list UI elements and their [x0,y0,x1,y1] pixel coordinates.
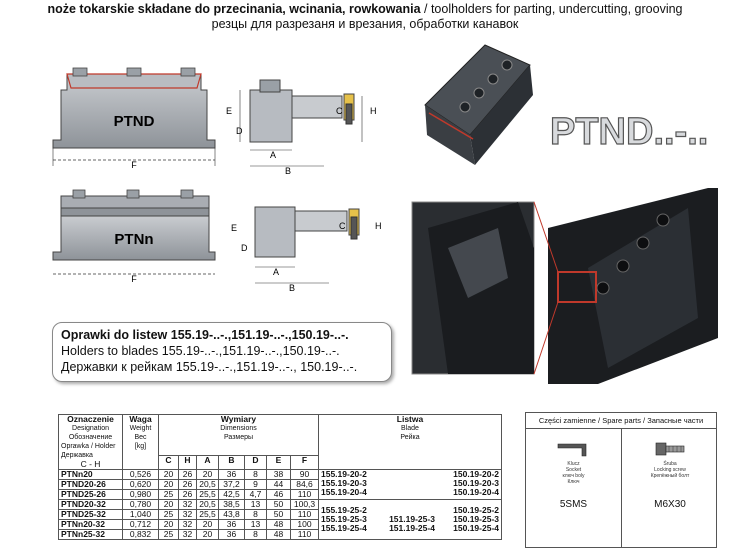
blade-code: 150.19-20-3 [453,478,499,488]
dimensions-header-ru: Размеры [223,434,254,441]
spare-parts-title: Części zamienne / Spare parts / Запасные части [526,413,716,429]
blade-group-20 [319,470,502,500]
dim-d-label-2: D [241,243,248,253]
row-c: 25 [159,490,179,500]
row-h: 32 [179,500,197,510]
blades-info-box [52,322,392,382]
row-h: 32 [179,510,197,520]
row-weight: 0,980 [123,490,159,500]
header-title-en: / toolholders for parting, undercutting, grooving [420,2,683,16]
row-e: 48 [267,530,291,540]
row-h: 32 [179,520,197,530]
weight-header-unit: [kg] [134,443,147,450]
col-b: B [219,456,245,470]
row-c: 25 [159,510,179,520]
row-c: 25 [159,530,179,540]
row-e: 50 [267,500,291,510]
col-a: A [197,456,219,470]
row-code: PTND20-32 [59,500,123,510]
blade-group-25 [319,500,502,540]
dim-a-label-2: A [273,267,280,277]
ch-header: C - H [80,459,101,469]
row-h: 26 [179,480,197,490]
blade-header-pl: Listwa [396,414,424,424]
key-caption: Klucz Socket ключ boly Ключ [562,461,585,485]
product-title-text: PTND..-.. [550,111,709,153]
row-c: 20 [159,500,179,510]
row-weight: 0,526 [123,470,159,480]
row-f: 100,3 [291,500,319,510]
col-h: H [179,456,197,470]
blades-info-en: Holders to blades 155.19-..-.,151.19-..-.,150.19-..-. [61,344,340,358]
row-e: 38 [267,470,291,480]
spare-screw-col [622,429,718,547]
toolholder-render-image [415,35,550,170]
row-a: 20,5 [197,480,219,490]
row-a: 20 [197,530,219,540]
screw-icon [654,439,686,459]
hex-key-icon [556,441,592,459]
col-e: E [267,456,291,470]
designation-header [59,415,123,470]
row-weight: 0,780 [123,500,159,510]
ptnn-label: PTNn [114,231,154,248]
ptnd-label: PTND [113,113,155,130]
dim-e-label-2: E [231,223,238,233]
blade-code: 155.19-25-3 [321,514,367,524]
ptnn-front-drawing [45,182,225,292]
dimensions-header-en: Dimensions [220,425,257,432]
blade-code: 151.19-25-4 [389,523,435,533]
table-row [59,500,502,510]
row-h: 26 [179,470,197,480]
blades-info-ru: Державки к рейкам 155.19-..-.,151.19-..-., 150.19-..-. [61,360,358,374]
row-f: 110 [291,530,319,540]
dim-a-label: A [270,150,277,160]
row-e: 46 [267,490,291,500]
row-a: 20 [197,520,219,530]
row-code: PTND20-26 [59,480,123,490]
table-row [59,470,502,480]
ptnn-side-drawing [225,185,395,300]
blade-code: 155.19-20-2 [321,469,367,479]
dim-e-label: E [226,106,233,116]
weight-header-ru: Вес [134,434,147,441]
blade-code: 155.19-20-4 [321,487,367,497]
dim-h-label-2: H [375,221,382,231]
dimensions-header-pl: Wymiary [220,414,257,424]
row-d: 8 [245,470,267,480]
ptnd-side-drawing [220,70,395,185]
spare-parts-panel [525,412,717,548]
row-a: 20 [197,470,219,480]
toolholder-photo [408,188,718,384]
dim-b-label-2: B [289,283,296,293]
dim-b-label: B [285,166,292,176]
weight-header [123,415,159,470]
row-e: 48 [267,520,291,530]
row-weight: 0,712 [123,520,159,530]
row-code: PTND25-26 [59,490,123,500]
blade-code: 150.19-20-4 [453,487,499,497]
blade-code: 155.19-25-4 [321,523,367,533]
row-code: PTNn25-32 [59,530,123,540]
blade-code: 150.19-25-2 [453,505,499,515]
blade-code: 150.19-25-3 [453,514,499,524]
row-f: 110 [291,490,319,500]
row-a: 20,5 [197,500,219,510]
row-c: 20 [159,520,179,530]
dim-c-label: C [336,106,343,116]
dim-d-label: D [236,126,243,136]
row-d: 13 [245,500,267,510]
row-e: 50 [267,510,291,520]
screw-caption: Śruba Locking screw Крепёжный болт [650,461,690,479]
dim-c-label-2: C [339,221,346,231]
holder-header-ru: Державка [61,452,93,459]
row-f: 90 [291,470,319,480]
row-b: 43,8 [219,510,245,520]
blades-info-pl: Oprawki do listew 155.19-..-.,151.19-..-.,150.19-..-. [61,328,349,342]
row-c: 20 [159,470,179,480]
row-weight: 1,040 [123,510,159,520]
product-title [548,100,728,160]
dim-f-label: F [131,160,137,170]
screw-value: M6X30 [654,499,686,510]
row-d: 4,7 [245,490,267,500]
dimensions-header [159,415,319,456]
row-f: 100 [291,520,319,530]
blade-code: 151.19-25-3 [389,514,435,524]
designation-header-pl: Oznaczenie [67,414,114,424]
row-b: 36 [219,470,245,480]
header-title-pl: noże tokarskie składane do przecinania, wcinania, rowkowania [47,2,421,16]
spare-key-col [526,429,622,547]
row-h: 32 [179,530,197,540]
blade-code: 155.19-20-3 [321,478,367,488]
designation-header-en: Designation [72,425,109,432]
designation-header-ru: Обозначение [68,434,113,441]
row-f: 84,6 [291,480,319,490]
row-b: 38,5 [219,500,245,510]
blade-header-ru: Рейка [400,434,420,441]
blade-header [319,415,502,470]
row-b: 36 [219,530,245,540]
row-d: 8 [245,510,267,520]
blade-header-en: Blade [401,425,419,432]
blade-code: 155.19-25-2 [321,505,367,515]
holder-header-pl: Oprawka / Holder [61,443,116,450]
row-a: 25,5 [197,490,219,500]
blade-code: 150.19-25-4 [453,523,499,533]
weight-header-en: Weight [129,425,152,432]
blade-code: 150.19-20-2 [453,469,499,479]
row-c: 20 [159,480,179,490]
row-weight: 0,832 [123,530,159,540]
row-code: PTND25-32 [59,510,123,520]
table-header-row [59,415,502,456]
dim-h-label: H [370,106,377,116]
row-b: 37,2 [219,480,245,490]
key-value: 5SMS [559,499,588,510]
dim-f-label-2: F [131,274,137,284]
row-d: 8 [245,530,267,540]
page-header [0,2,730,32]
row-d: 13 [245,520,267,530]
row-b: 36 [219,520,245,530]
col-f: F [291,456,319,470]
row-weight: 0,620 [123,480,159,490]
row-a: 25,5 [197,510,219,520]
row-d: 9 [245,480,267,490]
ptnd-front-drawing [45,60,225,180]
col-d: D [245,456,267,470]
weight-header-pl: Waga [129,414,152,424]
row-code: PTNn20 [59,470,123,480]
col-c: C [159,456,179,470]
row-code: PTNn20-32 [59,520,123,530]
row-b: 42,5 [219,490,245,500]
header-title-ru: резцы для разрезаня и врезания, обработки канавок [211,17,519,31]
spec-table [58,414,502,540]
row-e: 44 [267,480,291,490]
row-f: 110 [291,510,319,520]
row-h: 26 [179,490,197,500]
